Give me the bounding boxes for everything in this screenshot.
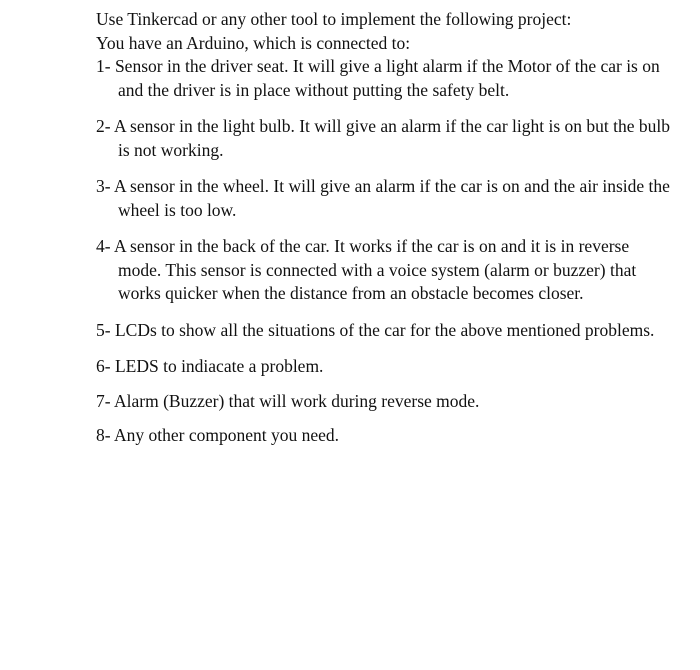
requirements-list	[96, 55, 676, 448]
list-item-5: 5- LCDs to show all the situations of the car for the above mentioned problems.	[96, 319, 655, 340]
list-item-8: 8- Any other component you need.	[96, 425, 340, 445]
document-body	[96, 8, 676, 459]
intro-line-1: Use Tinkercad or any other tool to implement the following project:	[96, 9, 572, 29]
list-item-3: 3- A sensor in the wheel. It will give an alarm if the car is on and the air inside the wheel is too low.	[96, 176, 670, 220]
list-item-2: 2- A sensor in the light bulb. It will give an alarm if the car light is on but the bulb is not working.	[96, 116, 671, 160]
list-item-7: 7- Alarm (Buzzer) that will work during reverse mode.	[96, 390, 480, 411]
list-item-4: 4- A sensor in the back of the car. It works if the car is on and it is in reverse mode. This sensor is connected with a voice system (alarm or buzzer) that works quicker when the distance from an obstacle becomes closer.	[96, 236, 637, 303]
list-item-1: 1- Sensor in the driver seat. It will give a light alarm if the Motor of the car is on and the driver is in place without putting the safety belt.	[96, 56, 660, 100]
list-item-6: 6- LEDS to indiacate a problem.	[96, 356, 324, 376]
intro-line-2: You have an Arduino, which is connected to:	[96, 32, 411, 53]
